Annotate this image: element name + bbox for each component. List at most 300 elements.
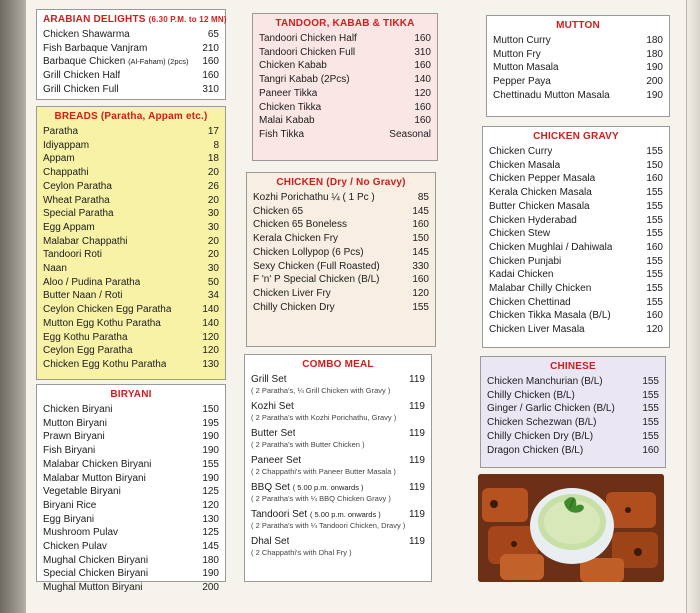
item-price: 119 <box>409 482 425 493</box>
menu-item <box>43 472 219 486</box>
item-price: 8 <box>213 139 219 151</box>
menu-item <box>259 59 431 73</box>
menu-item <box>253 191 429 205</box>
item-price: 160 <box>414 115 431 127</box>
combo-list <box>245 373 431 558</box>
menu-item <box>489 172 663 186</box>
menu-item <box>487 402 659 416</box>
item-price: 119 <box>409 536 425 547</box>
item-note: ( 5.00 p.m. onwards ) <box>309 510 381 519</box>
menu-item <box>487 416 659 430</box>
item-name: Chilly Chicken (B/L) <box>487 389 575 401</box>
item-price: 160 <box>202 56 219 68</box>
combo-item <box>251 454 425 477</box>
item-name: Chicken Tikka Masala (B/L) <box>489 310 611 322</box>
item-name: Ginger / Garlic Chicken (B/L) <box>487 403 615 415</box>
item-price: 30 <box>207 221 219 233</box>
item-name: Chicken Kabab <box>259 60 327 72</box>
item-price: 155 <box>646 296 663 308</box>
menu-item <box>487 430 659 444</box>
item-name: Biryani Rice <box>43 499 97 511</box>
item-price: 180 <box>646 48 663 60</box>
item-name: Appam <box>43 153 75 165</box>
item-name: Malai Kabab <box>259 115 315 127</box>
item-price: 30 <box>207 263 219 275</box>
item-price: 195 <box>202 417 219 429</box>
item-name: Chicken Liver Masala <box>489 324 585 336</box>
item-price: 155 <box>642 376 659 387</box>
item-price: 145 <box>202 541 219 553</box>
menu-item <box>259 73 431 87</box>
item-name: Fish Barbaque Vanjram <box>43 42 148 54</box>
item-price: 120 <box>202 331 219 343</box>
item-name: Kerala Chicken Masala <box>489 187 592 199</box>
menu-item <box>489 255 663 269</box>
menu-item <box>253 232 429 246</box>
menu-item <box>253 287 429 301</box>
item-name: Tandoori Roti <box>43 249 102 261</box>
item-name: Kozhi Porichathu ¼ ( 1 Pc ) <box>253 192 375 203</box>
item-name: Chicken Masala <box>489 159 561 171</box>
item-price: 310 <box>202 83 219 95</box>
item-price: 155 <box>646 228 663 240</box>
item-price: 200 <box>202 582 219 594</box>
menu-item <box>43 28 219 42</box>
item-name: Mutton Egg Kothu Paratha <box>43 317 161 329</box>
menu-item <box>43 344 219 358</box>
item-name: Chicken Egg Kothu Paratha <box>43 358 167 370</box>
menu-item <box>259 101 431 115</box>
item-price: 190 <box>646 62 663 74</box>
menu-item <box>43 262 219 276</box>
menu-item <box>489 268 663 282</box>
item-name-text: Barbaque Chicken <box>43 56 126 68</box>
item-name <box>251 508 381 521</box>
menu-item <box>489 145 663 159</box>
item-name: Ceylon Chicken Egg Paratha <box>43 304 172 316</box>
combo-row <box>251 400 425 413</box>
item-price: 310 <box>414 46 431 58</box>
item-name: Mushroom Pulav <box>43 527 119 539</box>
item-name: Egg Biryani <box>43 513 95 525</box>
menu-item <box>43 303 219 317</box>
item-name: Malabar Chappathi <box>43 235 128 247</box>
menu-item <box>43 55 219 69</box>
combo-row <box>251 508 425 521</box>
menu-item <box>43 276 219 290</box>
menu-item <box>43 331 219 345</box>
item-name: Malabar Chicken Biryani <box>43 458 152 470</box>
breads-list <box>37 125 225 372</box>
combo-description: ( 2 Chappathi's with Paneer Butter Masala ) <box>251 467 396 476</box>
menu-item <box>489 200 663 214</box>
menu-item <box>253 205 429 219</box>
menu-item <box>43 125 219 139</box>
item-price: 160 <box>202 70 219 82</box>
menu-item <box>43 248 219 262</box>
arabian-section <box>36 9 226 100</box>
menu-item <box>253 246 429 260</box>
combo-title: COMBO MEAL <box>302 359 374 370</box>
menu-item <box>253 218 429 232</box>
item-name: Mughal Mutton Biryani <box>43 582 143 594</box>
menu-item <box>489 323 663 337</box>
item-price: 20 <box>207 235 219 247</box>
item-name: Grill Chicken Half <box>43 70 121 82</box>
item-price: 18 <box>207 153 219 165</box>
mutton-title: MUTTON <box>556 20 600 31</box>
item-price: 20 <box>207 194 219 206</box>
item-name: F 'n' P Special Chicken (B/L) <box>253 274 380 286</box>
menu-item <box>43 499 219 513</box>
menu-item <box>43 69 219 83</box>
menu-item <box>43 289 219 303</box>
item-name: Mutton Curry <box>493 35 551 46</box>
item-name: Chettinadu Mutton Masala <box>493 89 610 101</box>
item-name: Chicken Tikka <box>259 101 322 113</box>
menu-item <box>489 227 663 241</box>
menu-item <box>43 207 219 221</box>
item-price: 155 <box>642 389 659 401</box>
menu-item <box>43 430 219 444</box>
menu-item <box>259 87 431 101</box>
item-price: 210 <box>202 42 219 54</box>
gravy-list <box>483 145 669 337</box>
menu-item <box>253 260 429 274</box>
item-price: 160 <box>412 219 429 231</box>
item-name-text: Paneer Set <box>251 455 302 466</box>
item-price: 190 <box>202 472 219 484</box>
item-price: 120 <box>412 287 429 299</box>
item-price: 155 <box>646 214 663 226</box>
item-name: Grill Chicken Full <box>43 83 119 95</box>
item-name: Paneer Tikka <box>259 87 318 99</box>
item-name: Mutton Fry <box>493 48 541 60</box>
item-price: 160 <box>646 310 663 322</box>
item-name: Egg Kothu Paratha <box>43 331 128 343</box>
item-price: 155 <box>642 417 659 429</box>
menu-item <box>43 166 219 180</box>
item-price: 190 <box>202 431 219 443</box>
menu-item <box>493 48 663 62</box>
item-name-text: Grill Set <box>251 374 287 385</box>
item-price: 17 <box>207 126 219 137</box>
item-name: Sexy Chicken (Full Roasted) <box>253 260 380 272</box>
menu-item <box>253 301 429 315</box>
item-price: 125 <box>202 527 219 539</box>
menu-item <box>43 567 219 581</box>
item-name: Chicken Lollypop (6 Pcs) <box>253 246 364 258</box>
item-name: Fish Tikka <box>259 128 305 140</box>
item-name: Chilly Chicken Dry (B/L) <box>487 430 594 442</box>
combo-row <box>251 481 425 494</box>
item-name: Chicken Stew <box>489 228 551 240</box>
combo-item <box>251 481 425 504</box>
menu-item <box>489 282 663 296</box>
menu-item <box>493 89 663 103</box>
item-name: Tandoori Chicken Full <box>259 46 356 58</box>
item-name: Naan <box>43 263 67 275</box>
item-name-text: Kozhi Set <box>251 401 294 412</box>
item-price: 119 <box>409 509 425 520</box>
menu-item <box>43 485 219 499</box>
item-name: Butter Chicken Masala <box>489 200 590 212</box>
item-price: 140 <box>414 74 431 86</box>
item-name: Kerala Chicken Fry <box>253 233 339 245</box>
item-name: Chappathi <box>43 167 89 179</box>
item-price: 119 <box>409 455 425 466</box>
item-price: 180 <box>202 554 219 566</box>
item-price: 190 <box>202 445 219 457</box>
menu-item <box>493 34 663 48</box>
menu-item <box>493 61 663 75</box>
item-name: Chicken Shawarma <box>43 29 130 40</box>
chinese-list <box>481 375 665 457</box>
item-name: Vegetable Biryani <box>43 486 121 498</box>
item-name <box>251 427 295 440</box>
item-price: 155 <box>646 187 663 199</box>
arabian-title: ARABIAN DELIGHTS <box>43 14 146 25</box>
item-price: 50 <box>207 276 219 288</box>
item-name: Chicken Biryani <box>43 404 113 415</box>
item-price: Seasonal <box>389 128 431 140</box>
item-price: 145 <box>412 205 429 217</box>
menu-item <box>489 309 663 323</box>
item-price: 120 <box>414 87 431 99</box>
item-name: Paratha <box>43 126 79 137</box>
item-price: 155 <box>202 458 219 470</box>
item-name: Idiyappam <box>43 139 90 151</box>
tandoor-list <box>253 32 437 142</box>
item-name <box>251 454 301 467</box>
chinese-section <box>480 356 666 468</box>
menu-item <box>43 444 219 458</box>
item-name: Mutton Masala <box>493 62 559 74</box>
menu-item <box>43 358 219 372</box>
menu-item <box>489 186 663 200</box>
item-price: 200 <box>646 76 663 88</box>
item-name: Chicken Hyderabad <box>489 214 577 226</box>
item-price: 30 <box>207 208 219 220</box>
combo-row <box>251 427 425 440</box>
menu-item <box>489 159 663 173</box>
item-name: Chicken Chettinad <box>489 296 571 308</box>
menu-item <box>43 194 219 208</box>
item-name: Chicken Manchurian (B/L) <box>487 376 603 387</box>
item-name <box>251 481 364 494</box>
combo-item <box>251 400 425 423</box>
tandoor-title: TANDOOR, KABAB & TIKKA <box>275 18 415 29</box>
item-name <box>251 400 294 413</box>
biryani-title: BIRYANI <box>110 389 152 400</box>
menu-item <box>43 180 219 194</box>
combo-description: ( 2 Paratha's with Butter Chicken ) <box>251 440 365 449</box>
item-price: 155 <box>646 283 663 295</box>
item-note: (Al-Faham) (2pcs) <box>128 57 189 67</box>
menu-item <box>43 526 219 540</box>
page-edge-right <box>686 0 700 613</box>
combo-item <box>251 427 425 450</box>
chinese-title: CHINESE <box>550 361 596 372</box>
item-name: Butter Naan / Roti <box>43 290 123 302</box>
menu-item <box>487 389 659 403</box>
menu-item <box>259 32 431 46</box>
item-name: Mughal Chicken Biryani <box>43 554 149 566</box>
tikka-with-dip-image <box>478 474 664 582</box>
menu-item <box>43 235 219 249</box>
biryani-section <box>36 384 226 594</box>
menu-item <box>253 273 429 287</box>
item-price: 190 <box>202 568 219 580</box>
chicken-dry-list <box>247 191 435 314</box>
item-price: 145 <box>412 246 429 258</box>
combo-description: ( 2 Chappathi's with Dhal Fry ) <box>251 548 352 557</box>
menu-item <box>43 581 219 595</box>
item-price: 155 <box>642 403 659 415</box>
chicken-dry-title: CHICKEN (Dry / No Gravy) <box>276 177 406 188</box>
combo-item <box>251 373 425 396</box>
item-name <box>251 535 289 548</box>
item-name: Chicken 65 Boneless <box>253 219 347 231</box>
item-name-text: Dhal Set <box>251 536 290 547</box>
menu-item <box>259 114 431 128</box>
menu-item <box>259 128 431 142</box>
item-name: Chicken 65 <box>253 205 304 217</box>
item-price: 155 <box>646 269 663 281</box>
menu-item <box>493 75 663 89</box>
item-name: Chicken Liver Fry <box>253 287 331 299</box>
item-price: 150 <box>646 159 663 171</box>
item-name: Chicken Punjabi <box>489 255 562 267</box>
item-price: 155 <box>646 146 663 157</box>
breads-title: BREADS (Paratha, Appam etc.) <box>54 111 208 122</box>
item-price: 125 <box>202 486 219 498</box>
menu-item <box>43 152 219 166</box>
menu-item <box>489 241 663 255</box>
item-price: 160 <box>414 60 431 72</box>
item-price: 155 <box>412 301 429 313</box>
item-price: 65 <box>207 29 219 40</box>
item-price: 20 <box>207 167 219 179</box>
item-name <box>43 55 189 69</box>
tandoor-section <box>252 13 438 161</box>
item-name: Mutton Biryani <box>43 417 107 429</box>
item-name: Malabar Mutton Biryani <box>43 472 146 484</box>
biryani-list <box>37 403 225 595</box>
item-price: 155 <box>646 200 663 212</box>
item-name: Prawn Biryani <box>43 431 105 443</box>
arabian-list <box>37 28 225 97</box>
item-price: 160 <box>414 101 431 113</box>
item-name: Tandoori Chicken Half <box>259 33 357 44</box>
item-price: 150 <box>412 233 429 245</box>
menu-item <box>43 83 219 97</box>
item-price: 155 <box>646 255 663 267</box>
item-price: 140 <box>202 317 219 329</box>
item-price: 120 <box>646 324 663 336</box>
menu-item <box>489 296 663 310</box>
item-name: Wheat Paratha <box>43 194 110 206</box>
item-name: Chicken Mughlai / Dahiwala <box>489 241 613 253</box>
item-price: 120 <box>202 345 219 357</box>
item-name: Dragon Chicken (B/L) <box>487 444 584 456</box>
arabian-header <box>37 10 225 28</box>
item-name-text: Butter Set <box>251 428 296 439</box>
item-price: 160 <box>412 274 429 286</box>
item-name: Pepper Paya <box>493 76 551 88</box>
item-name: Egg Appam <box>43 221 95 233</box>
menu-item <box>43 540 219 554</box>
mutton-list <box>487 34 669 103</box>
item-price: 20 <box>207 249 219 261</box>
gravy-section <box>482 126 670 348</box>
menu-item <box>43 554 219 568</box>
item-price: 160 <box>646 241 663 253</box>
item-price: 180 <box>646 35 663 46</box>
combo-row <box>251 454 425 467</box>
item-name: Chicken Pulav <box>43 541 107 553</box>
item-price: 140 <box>202 304 219 316</box>
item-name: Ceylon Egg Paratha <box>43 345 133 357</box>
menu-item <box>43 317 219 331</box>
breads-section <box>36 106 226 380</box>
item-price: 26 <box>207 180 219 192</box>
combo-description: ( 2 Paratha's with Kozhi Porichathu, Gravy ) <box>251 413 397 422</box>
combo-section <box>244 354 432 582</box>
menu-item <box>43 42 219 56</box>
menu-item <box>43 139 219 153</box>
combo-item <box>251 535 425 558</box>
item-price: 85 <box>417 192 429 203</box>
item-name: Fish Biryani <box>43 445 96 457</box>
menu-item <box>43 458 219 472</box>
item-name: Special Chicken Biryani <box>43 568 149 580</box>
item-price: 160 <box>414 33 431 44</box>
combo-description: ( 2 Paratha's with ¼ BBQ Chicken Gravy ) <box>251 494 391 503</box>
item-name: Chicken Pepper Masala <box>489 173 596 185</box>
item-price: 330 <box>412 260 429 272</box>
item-name: Malabar Chilly Chicken <box>489 283 592 295</box>
item-price: 160 <box>646 173 663 185</box>
item-name: Chicken Schezwan (B/L) <box>487 417 597 429</box>
item-name-text: Tandoori Set <box>251 509 308 520</box>
chicken-dry-section <box>246 172 436 347</box>
item-price: 130 <box>202 358 219 370</box>
item-price: 130 <box>202 513 219 525</box>
item-price: 160 <box>642 444 659 456</box>
item-price: 34 <box>207 290 219 302</box>
menu-item <box>43 513 219 527</box>
item-name: Chilly Chicken Dry <box>253 301 335 313</box>
menu-item <box>259 46 431 60</box>
menu-item <box>43 221 219 235</box>
menu-item <box>489 214 663 228</box>
combo-description: ( 2 Paratha's with ¼ Tandoori Chicken, Dravy ) <box>251 521 406 530</box>
combo-row <box>251 535 425 548</box>
item-name-text: BBQ Set <box>251 482 290 493</box>
menu-item <box>43 403 219 417</box>
item-price: 190 <box>646 89 663 101</box>
item-price: 119 <box>409 374 425 385</box>
arabian-subtitle: (6.30 P.M. to 12 MN) <box>148 15 227 24</box>
item-price: 120 <box>202 499 219 511</box>
item-name: Ceylon Paratha <box>43 180 112 192</box>
item-price: 119 <box>409 428 425 439</box>
menu-item <box>487 444 659 458</box>
item-name: Kadai Chicken <box>489 269 554 281</box>
menu-item <box>43 417 219 431</box>
item-price: 155 <box>642 430 659 442</box>
